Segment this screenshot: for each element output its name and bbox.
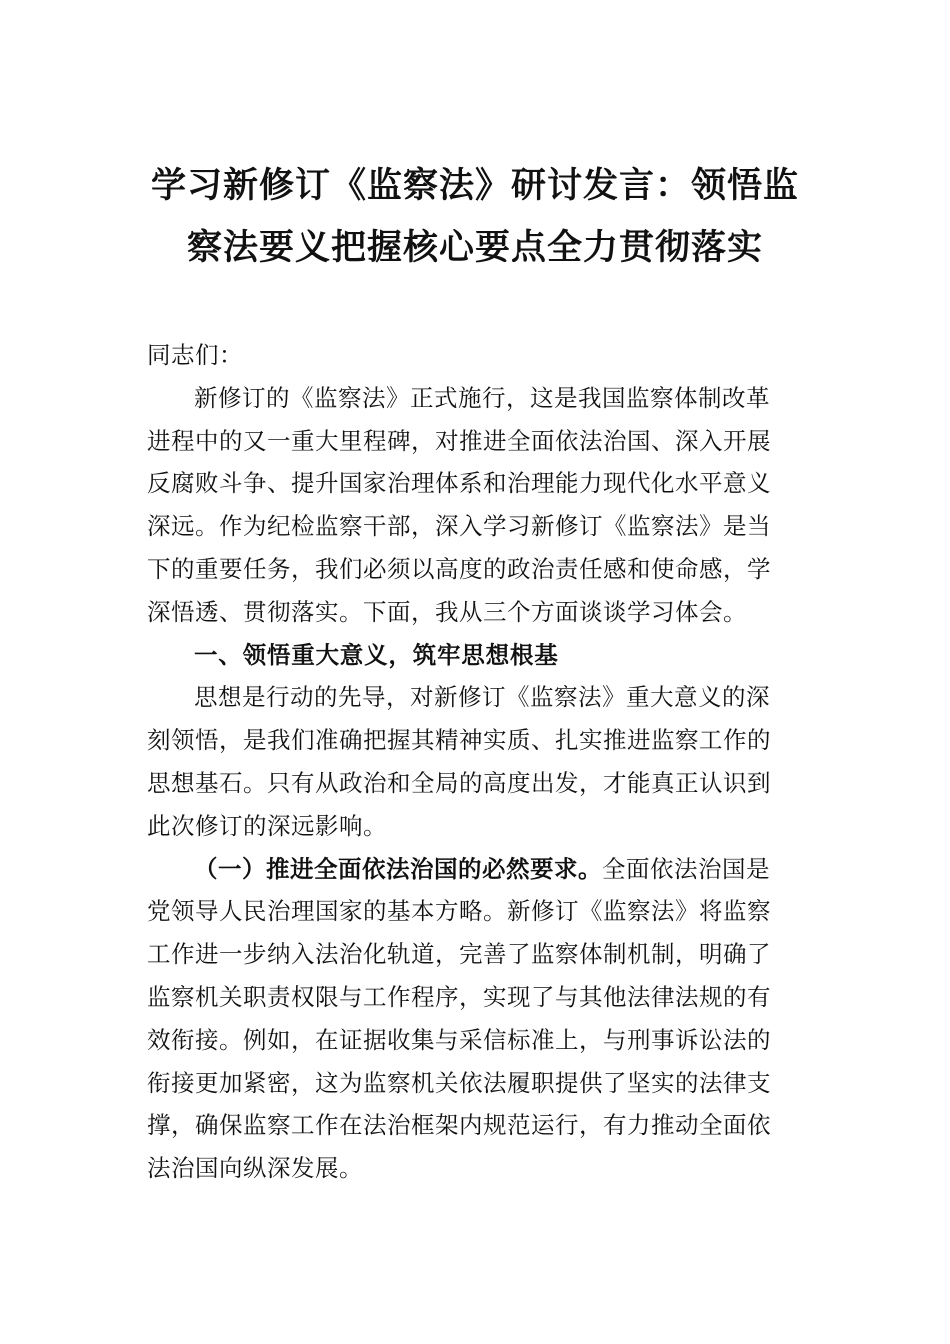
intro-line: 深远。作为纪检监察干部，深入学习新修订《监察法》是当 (147, 512, 771, 541)
section1-line: 刻领悟，是我们准确把握其精神实质、扎实推进监察工作的 (147, 726, 771, 755)
intro-line: 下的重要任务，我们必须以高度的政治责任感和使命感，学 (147, 554, 771, 583)
section1-paragraph (147, 676, 807, 847)
section1-line: 此次修订的深远影响。 (147, 811, 387, 840)
title-line-2: 察法要义把握核心要点全力贯彻落实 (186, 227, 763, 268)
intro-line: 进程中的又一重大里程碑，对推进全面依法治国、深入开展 (147, 426, 771, 455)
intro-line: 新修订的《监察法》正式施行，这是我国监察体制改革 (194, 383, 770, 412)
subsection1-lead: （一）推进全面依法治国的必然要求。 (194, 854, 602, 883)
subsection1-line: 衔接更加紧密，这为监察机关依法履职提供了坚实的法律支 (147, 1068, 771, 1097)
salutation: 同志们： (147, 341, 243, 369)
title-line-1: 学习新修订《监察法》研讨发言：领悟监 (150, 165, 799, 206)
section1-line: 思想基石。只有从政治和全局的高度出发，才能真正认识到 (147, 768, 771, 797)
section-heading-1: 一、领悟重大意义，筑牢思想根基 (194, 640, 559, 669)
document-body (147, 334, 807, 1190)
subsection1-line: 法治国向纵深发展。 (147, 1154, 363, 1183)
subsection1-line: 效衔接。例如，在证据收集与采信标准上，与刑事诉讼法的 (147, 1025, 771, 1054)
subsection1-line: 撑，确保监察工作在法治框架内规范运行，有力推动全面依 (147, 1111, 771, 1140)
subsection1-line: 工作进一步纳入法治化轨道，完善了监察体制机制，明确了 (147, 940, 771, 969)
subsection1-paragraph (147, 848, 807, 1190)
subsection1-first-rest: 全面依法治国是 (602, 854, 770, 883)
section1-line: 思想是行动的先导，对新修订《监察法》重大意义的深 (194, 683, 770, 712)
document-title (145, 155, 805, 279)
intro-line: 反腐败斗争、提升国家治理体系和治理能力现代化水平意义 (147, 469, 771, 498)
intro-paragraph (147, 377, 807, 634)
intro-line: 深悟透、贯彻落实。下面，我从三个方面谈谈学习体会。 (147, 597, 747, 626)
subsection1-line: 党领导人民治理国家的基本方略。新修订《监察法》将监察 (147, 897, 771, 926)
subsection1-line: 监察机关职责权限与工作程序，实现了与其他法律法规的有 (147, 982, 771, 1011)
subsection1-first-line (147, 848, 807, 891)
